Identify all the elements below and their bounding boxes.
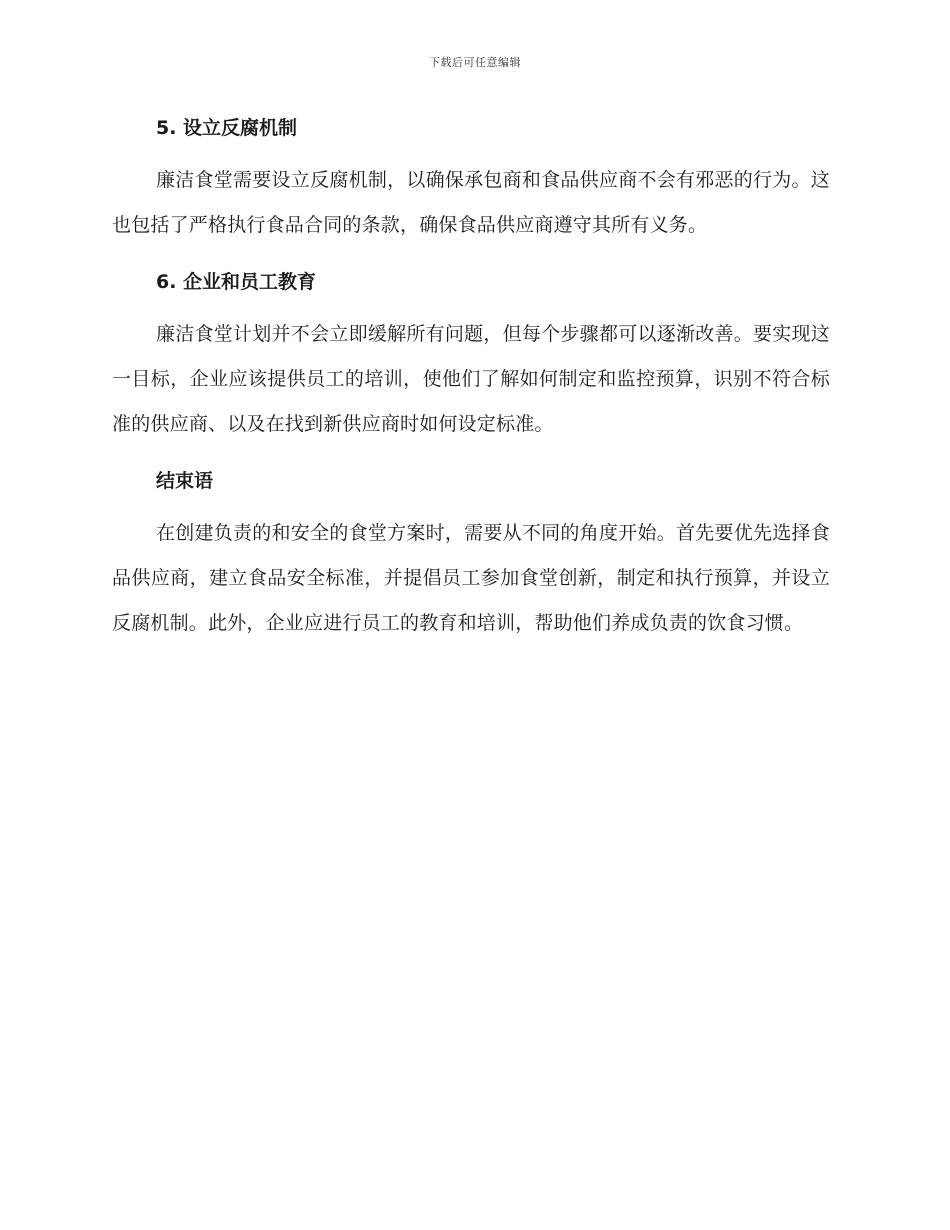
page-header-note: 下载后可任意编辑: [429, 56, 521, 69]
section-anticorruption: [112, 110, 830, 248]
section-heading: 结束语: [156, 470, 214, 492]
section-conclusion: [112, 463, 830, 646]
section-heading: 6. 企业和员工教育: [156, 271, 317, 293]
section-paragraph: 廉洁食堂计划并不会立即缓解所有问题，但每个步骤都可以逐渐改善。要实现这一目标，企业应该提供员工的培训，使他们了解如何制定和监控预算，识别不符合标准的供应商、以及在找到新供应商时如何设定标准。: [112, 323, 830, 435]
section-heading: 5. 设立反腐机制: [156, 117, 298, 139]
section-education: [112, 264, 830, 447]
section-paragraph: 廉洁食堂需要设立反腐机制，以确保承包商和食品供应商不会有邪恶的行为。这也包括了严格执行食品合同的条款，确保食品供应商遵守其所有义务。: [112, 169, 830, 236]
section-paragraph: 在创建负责的和安全的食堂方案时，需要从不同的角度开始。首先要优先选择食品供应商，建立食品安全标准，并提倡员工参加食堂创新，制定和执行预算，并设立反腐机制。此外，企业应进行员工的教育和培训，帮助他们养成负责的饮食习惯。: [112, 522, 830, 634]
document-body: [112, 110, 830, 662]
